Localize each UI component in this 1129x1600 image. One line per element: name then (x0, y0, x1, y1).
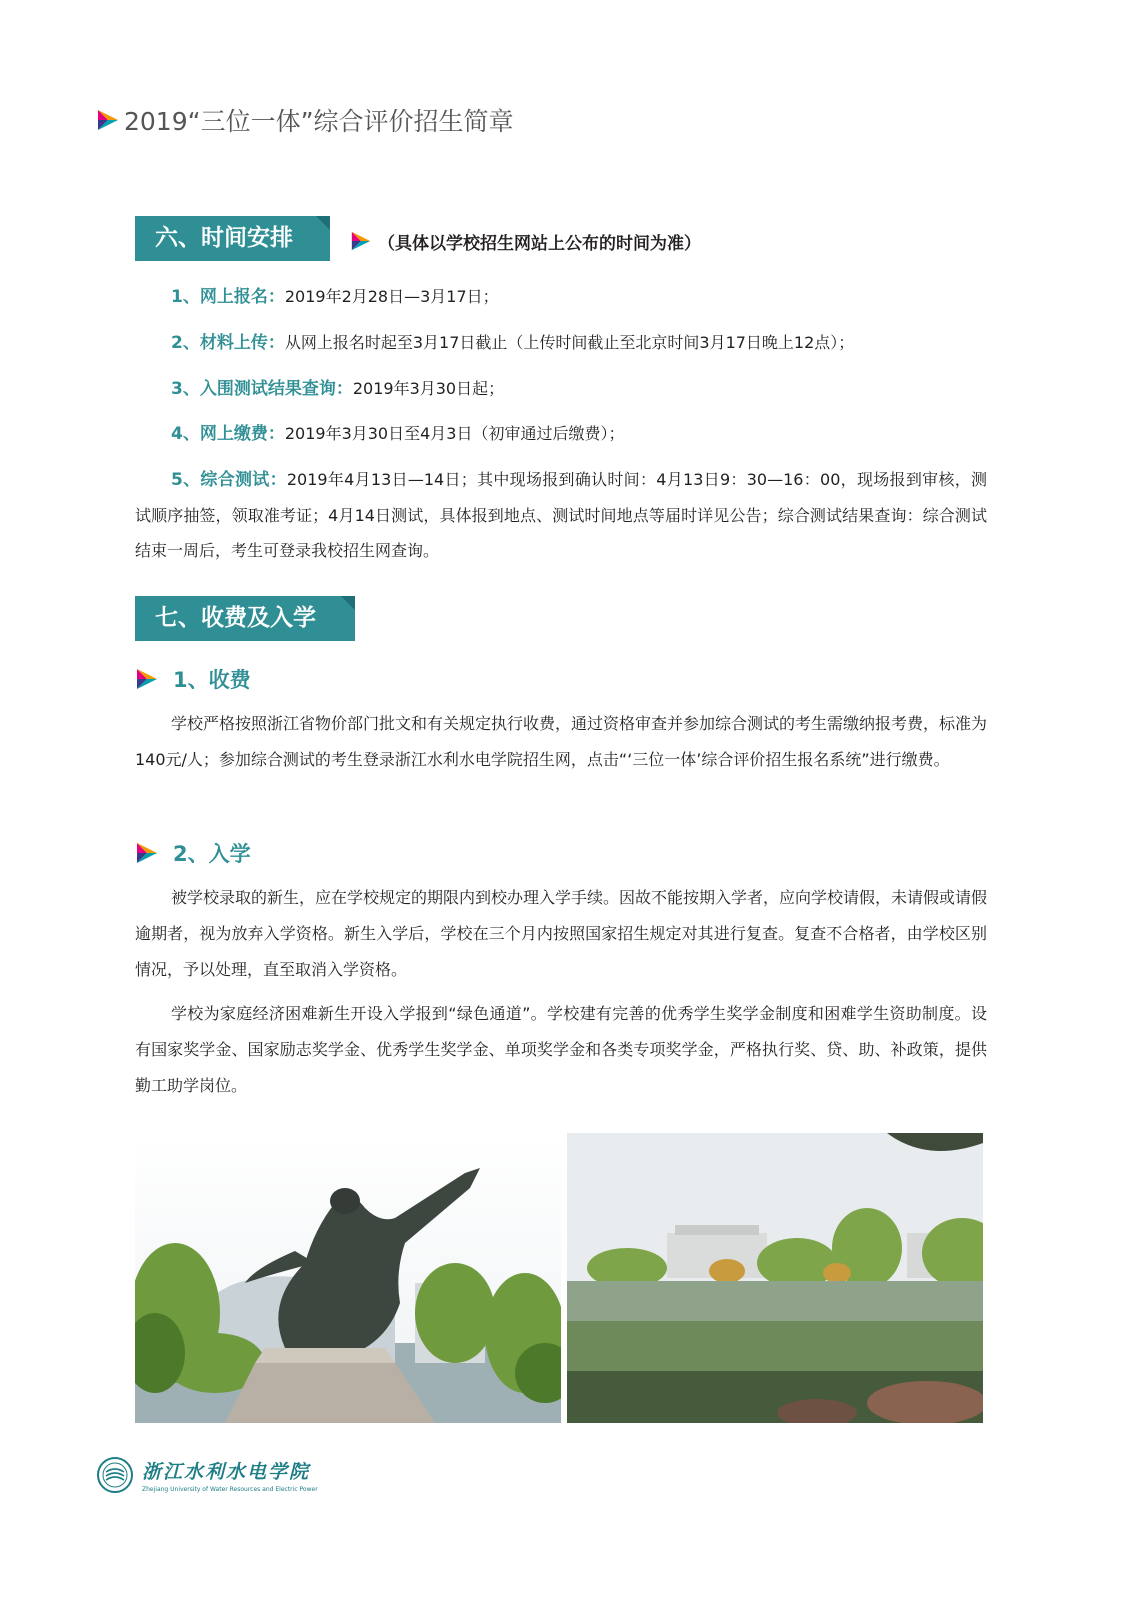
schedule-item-label: 1、网上报名： (171, 287, 285, 307)
page-header (96, 100, 514, 140)
schedule-item-text: 从网上报名时起至3月17日截止（上传时间截止至北京时间3月17日晚上12点）； (284, 333, 855, 352)
school-logo (96, 1456, 318, 1494)
school-seal-icon (96, 1456, 134, 1494)
section-6-note-text: （具体以学校招生网站上公布的时间为准） (378, 233, 701, 254)
schedule-item-text: 2019年4月13日—14日；其中现场报到确认时间：4月13日9：30—16：00，现场报到审核，测试顺序抽签，领取准考证；4月14日测试，具体报到地点、测试时间地点等届时详见公告；综合测试结果查询：综合测试结束一周后，考生可登录我校招生网查询。 (135, 470, 987, 560)
section-6-note (350, 226, 701, 256)
brand-arrow-icon (135, 841, 159, 865)
schedule-item-text: 2019年3月30日至4月3日（初审通过后缴费）； (284, 424, 625, 443)
schedule-item-registration (135, 279, 987, 315)
admission-paragraph-2: 学校为家庭经济困难新生开设入学报到“绿色通道”。学校建有完善的优秀学生奖学金制度和困难学生资助制度。设有国家奖学金、国家励志奖学金、优秀学生奖学金、单项奖学金和各类专项奖学金，严格执行奖、贷、助、补政策，提供勤工助学岗位。 (135, 1004, 987, 1095)
campus-photo-lake (567, 1133, 983, 1423)
schedule-item-test (135, 462, 987, 568)
brand-arrow-icon (135, 667, 159, 691)
admission-heading (135, 837, 251, 869)
admission-heading-text: 2、入学 (173, 842, 251, 866)
schedule-item-label: 4、网上缴费： (171, 424, 285, 444)
admission-paragraph-1: 被学校录取的新生，应在学校规定的期限内到校办理入学手续。因故不能按期入学者，应向学校请假，未请假或请假逾期者，视为放弃入学资格。新生入学后，学校在三个月内按照国家招生规定对其进行复查。复查不合格者，由学校区别情况，予以处理，直至取消入学资格。 (135, 888, 988, 979)
section-7-banner: 七、收费及入学 (135, 596, 355, 641)
fee-paragraph: 学校严格按照浙江省物价部门批文和有关规定执行收费，通过资格审查并参加综合测试的考生需缴纳报考费，标准为140元/人；参加综合测试的考生登录浙江水利水电学院招生网，点击“‘三位一体’综合评价招生报名系统”进行缴费。 (135, 714, 988, 769)
schedule-item-result-query (135, 371, 987, 407)
fee-heading-text: 1、收费 (173, 668, 251, 692)
section-6-banner: 六、时间安排 (135, 216, 330, 261)
brand-arrow-icon (96, 108, 120, 132)
fee-heading (135, 663, 251, 695)
schedule-item-label: 2、材料上传： (171, 333, 285, 353)
schedule-item-label: 5、综合测试： (171, 470, 287, 490)
brand-arrow-icon (350, 230, 372, 252)
schedule-item-upload (135, 325, 987, 361)
schedule-item-label: 3、入围测试结果查询： (171, 379, 353, 399)
school-name-en: Zhejiang University of Water Resources and Electric Power (142, 1486, 318, 1493)
schedule-item-text: 2019年2月28日—3月17日； (284, 287, 499, 306)
schedule-item-text: 2019年3月30日起； (352, 379, 505, 398)
school-name-cn: 浙江水利水电学院 (142, 1461, 311, 1483)
page-header-title: 2019“三位一体”综合评价招生简章 (124, 107, 514, 136)
schedule-item-payment (135, 416, 987, 452)
campus-photo-statue (135, 1133, 561, 1423)
